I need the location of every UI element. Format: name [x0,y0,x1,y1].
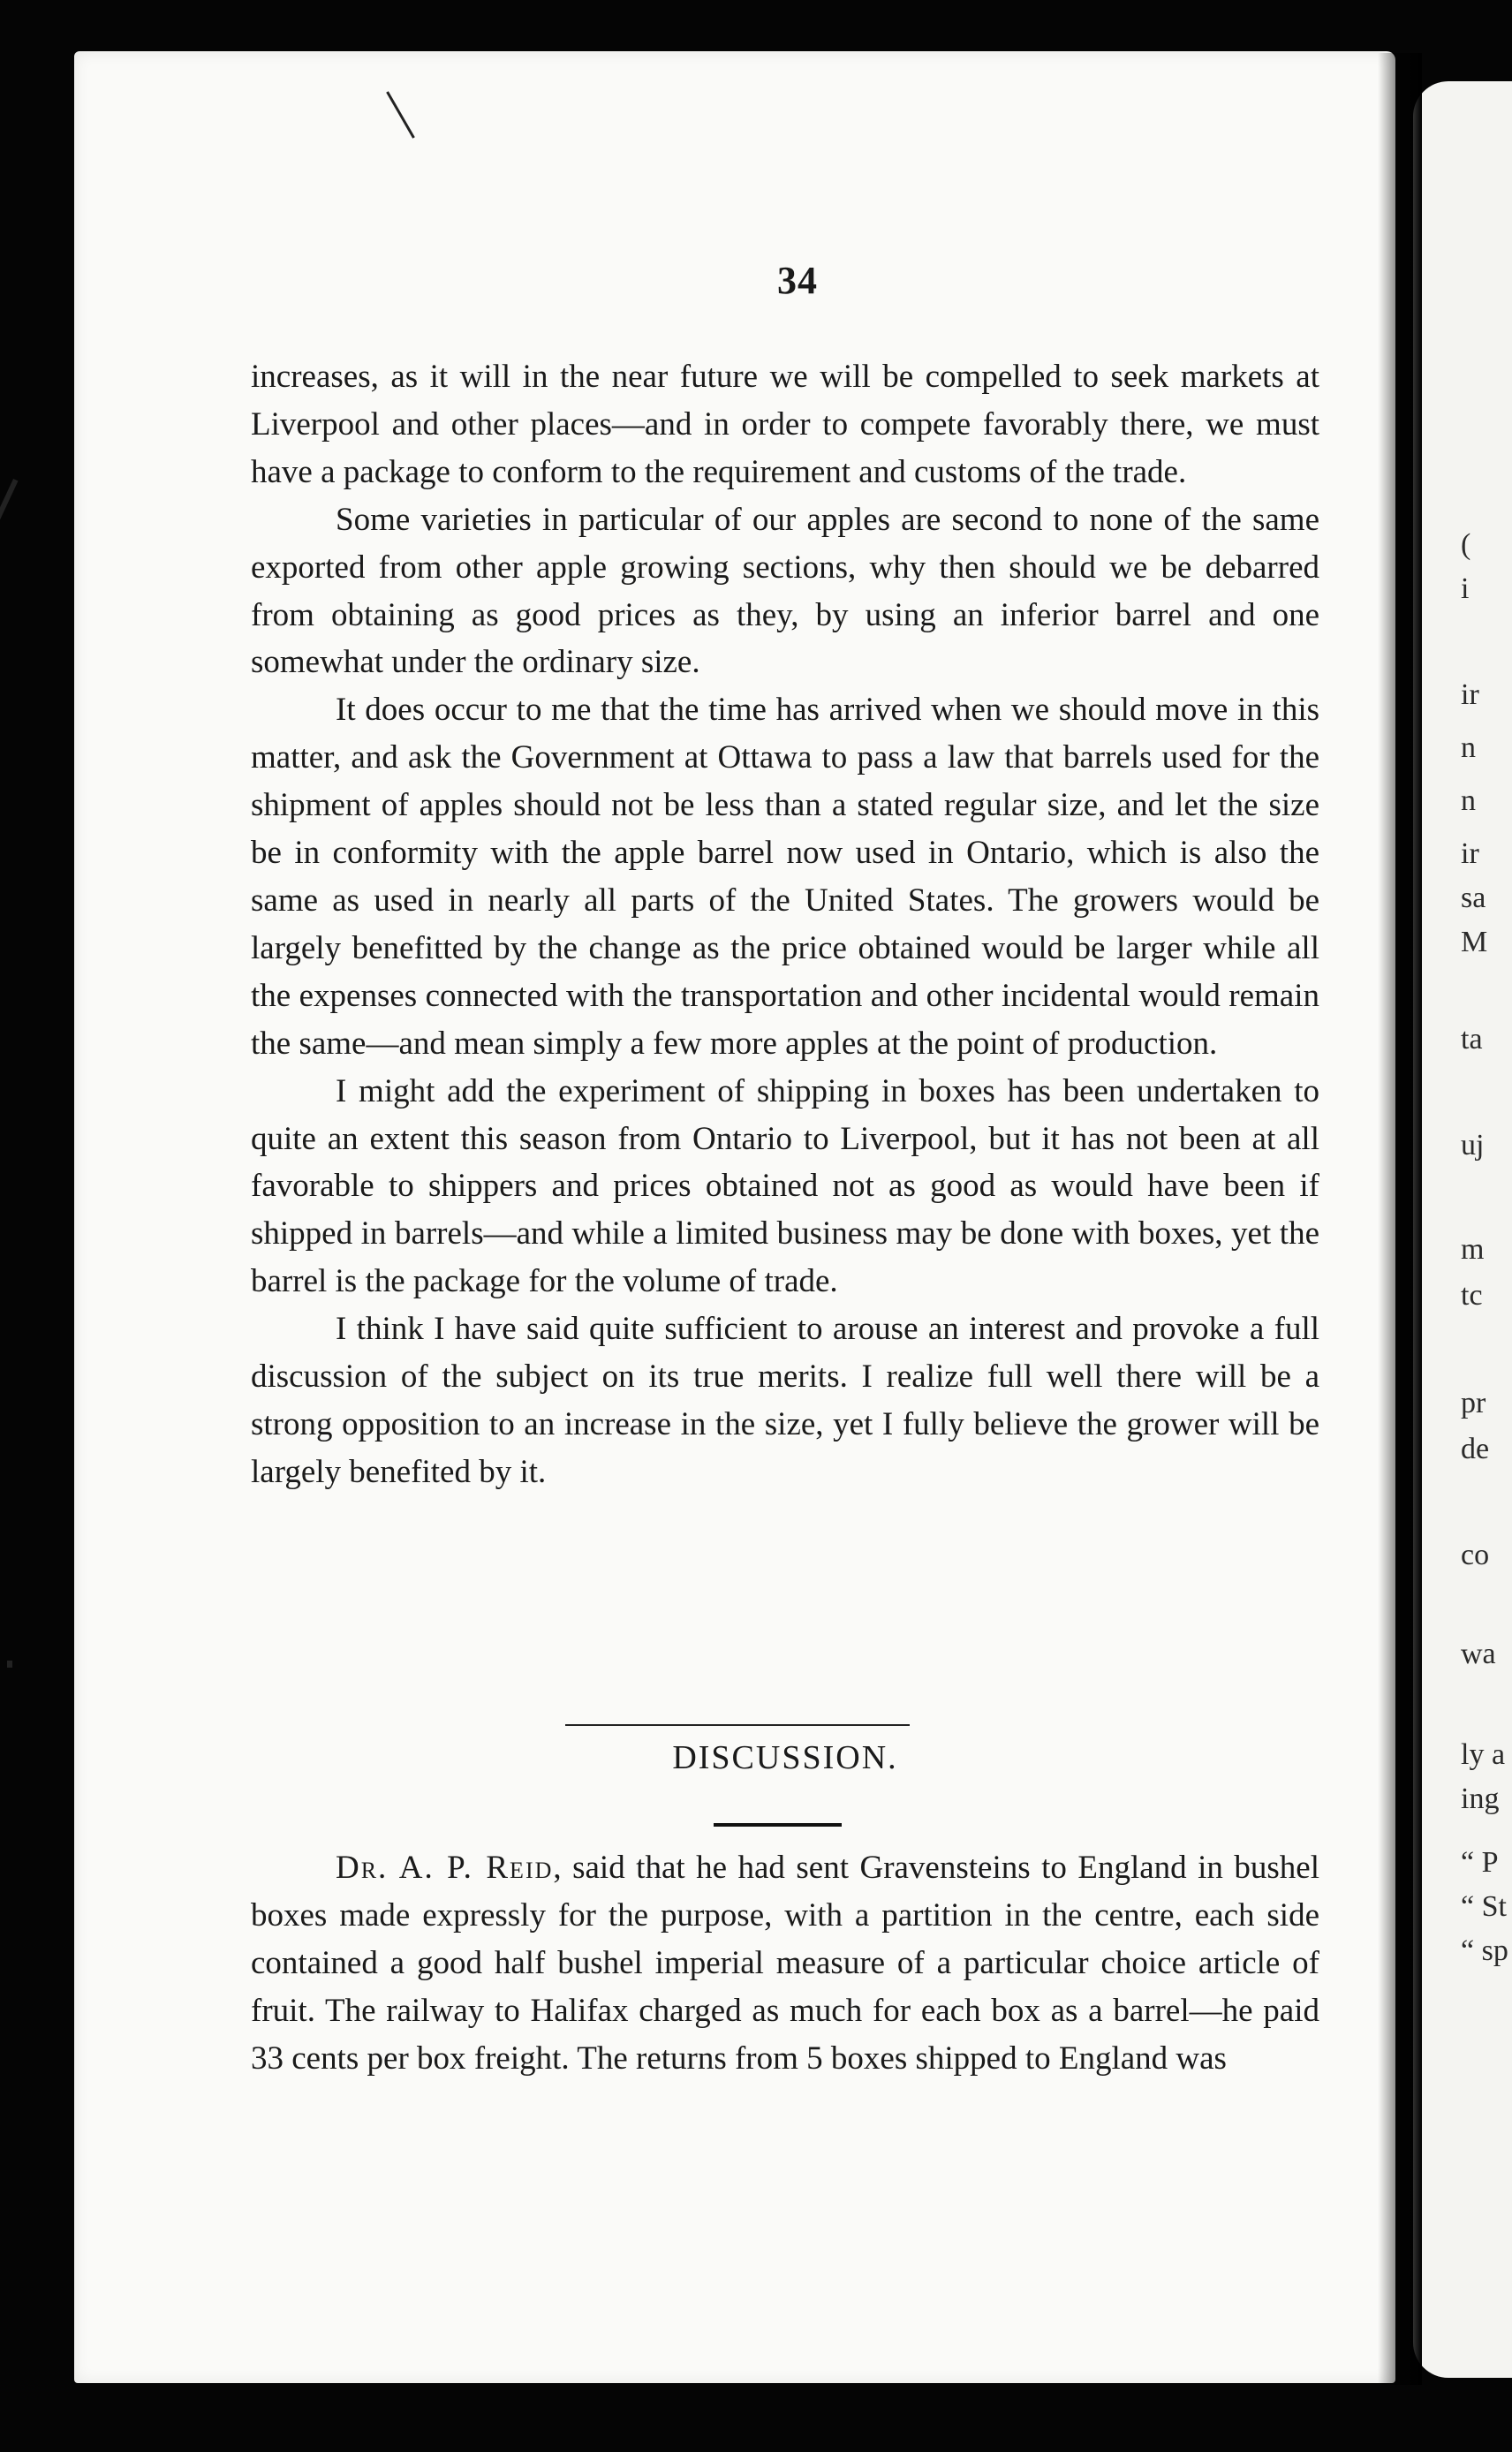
paragraph: I think I have said quite sufficient to arouse an interest and provoke a full discussion of the subject on its true merits. I realize full well there will be a strong opposition to an increase in the size, yet I fully believe the grower will be largely benefited by it. [251,1311,1319,1490]
discussion-text [251,1844,1319,2083]
facing-fragment: “ St [1461,1890,1507,1923]
facing-fragment: ir [1461,678,1479,711]
facing-fragment: “ sp [1461,1934,1508,1967]
facing-fragment: sa [1461,882,1486,914]
scan-speck [0,479,19,537]
facing-fragment: ir [1461,837,1479,870]
facing-fragment: ( [1461,528,1471,561]
facing-fragment: ing [1461,1782,1500,1815]
section-rule [565,1724,910,1726]
facing-fragment: n [1461,784,1476,817]
facing-fragment: ly a [1461,1738,1506,1771]
facing-fragment: pr [1461,1387,1486,1419]
facing-fragment: M [1461,926,1488,958]
facing-fragment: n [1461,731,1476,764]
facing-fragment: co [1461,1539,1490,1571]
facing-fragment: wa [1461,1638,1496,1670]
paragraph: It does occur to me that the time has arrived when we should move in this matter, and ask the Government at Ottawa to pass a law that barrels used for the shipment of apples should not be less than a stated regular size, and let the size be in conformity with the apple barrel now used in Ontario, which is also the same as used in nearly all parts of the United States. The growers would be largely benefitted by the change as the price obtained would be larger while all the expenses connected with the transportation and other incidental would remain the same—and mean simply a few more apples at the point of production. [251,692,1319,1062]
facing-fragment: tc [1461,1279,1483,1312]
facing-fragment: m [1461,1233,1485,1266]
body-text [251,353,1319,1496]
heading-underline [714,1823,842,1827]
facing-fragment: de [1461,1433,1490,1465]
paragraph [251,1844,1319,2083]
scan-speck [7,1661,12,1668]
paragraph: increases, as it will in the near future we will be compelled to seek markets at Liverpool and other places—and in order to compete favorably there, we must have a package to conform to the requirement and customs of the trade. [251,359,1319,490]
paragraph: Some varieties in particular of our apples are second to none of the same exported from other apple growing sections, why then should we be debarred from obtaining as good prices as they, by using an inferior barrel and one somewhat under the ordinary size. [251,501,1319,681]
gutter-shadow [1378,53,1422,2385]
facing-fragment: “ P [1461,1846,1499,1879]
discussion-body: , said that he had sent Gravensteins to England in bushel boxes made expressly for the purpose, with a partition in the centre, each side contained a good half bushel imperial measure of a particular choice article of fruit. The railway to Halifax charged as much for each box as a barrel—he paid 33 cents per box freight. The returns from 5 boxes shipped to England was [251,1850,1319,2077]
page-number: 34 [777,259,818,302]
speaker-name: Dr. A. P. Reid [336,1850,554,1886]
facing-page-edge [1413,81,1512,2378]
facing-fragment: ta [1461,1023,1483,1056]
section-heading: DISCUSSION. [672,1739,898,1776]
facing-fragment: i [1461,572,1470,605]
paragraph: I might add the experiment of shipping in boxes has been undertaken to quite an extent this season from Ontario to Liverpool, but it has not been at all favorable to shippers and prices obtained not as good as would have been if shipped in barrels—and while a limited business may be done with boxes, yet the barrel is the package for the volume of trade. [251,1072,1319,1300]
facing-fragment: uj [1461,1129,1485,1162]
